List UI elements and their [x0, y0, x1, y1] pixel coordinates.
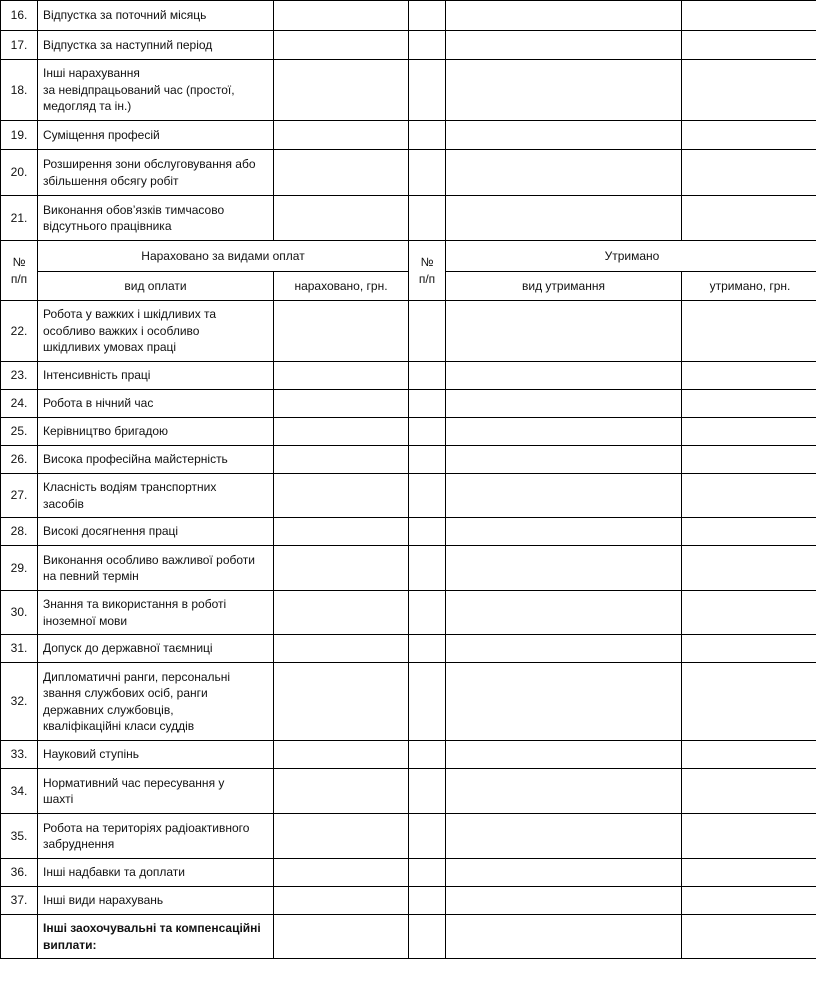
row-withheld-type: [446, 446, 682, 474]
row-withheld-amount: [682, 362, 816, 390]
header-withheld-title: Утримано: [446, 241, 816, 272]
row-payment-type: Висока професійна майстерність: [38, 446, 274, 474]
row-number: 31.: [1, 635, 38, 663]
header-num-2: [409, 241, 446, 301]
table-row: [1, 546, 816, 591]
row-withheld-amount: [682, 546, 816, 591]
header-accrued-amount: нараховано, грн.: [274, 272, 409, 301]
row-withheld-type: [446, 814, 682, 859]
row-withheld-type: [446, 546, 682, 591]
table-row: [1, 474, 816, 518]
row-num-2: [409, 591, 446, 635]
row-number: 36.: [1, 859, 38, 887]
table-row: [1, 362, 816, 390]
row-num-2: [409, 150, 446, 196]
row-num-2: [409, 635, 446, 663]
row-number: [1, 915, 38, 959]
row-payment-type: Виконання особливо важливої роботи на певний термін: [38, 546, 274, 591]
row-accrued-amount: [274, 60, 409, 121]
row-withheld-amount: [682, 769, 816, 814]
row-num-2: [409, 390, 446, 418]
row-number: 32.: [1, 663, 38, 741]
row-number: 22.: [1, 301, 38, 362]
header-num: [1, 241, 38, 301]
table-row: [1, 446, 816, 474]
row-number: 26.: [1, 446, 38, 474]
table-row: [1, 121, 816, 150]
row-withheld-type: [446, 1, 682, 31]
row-withheld-amount: [682, 814, 816, 859]
row-payment-type: Робота в нічний час: [38, 390, 274, 418]
row-withheld-type: [446, 518, 682, 546]
row-payment-type: Інші нарахування за невідпрацьований час (простої, медогляд та ін.): [38, 60, 274, 121]
row-withheld-type: [446, 390, 682, 418]
table-row: [1, 31, 816, 60]
row-accrued-amount: [274, 915, 409, 959]
row-withheld-type: [446, 474, 682, 518]
table-row: [1, 390, 816, 418]
table-row: [1, 196, 816, 241]
row-withheld-type: [446, 60, 682, 121]
row-withheld-amount: [682, 741, 816, 769]
row-number: 20.: [1, 150, 38, 196]
row-payment-type: Керівництво бригадою: [38, 418, 274, 446]
table-row: [1, 859, 816, 887]
row-withheld-amount: [682, 418, 816, 446]
row-num-2: [409, 663, 446, 741]
row-accrued-amount: [274, 1, 409, 31]
header-withheld-type: вид утримання: [446, 272, 682, 301]
row-num-2: [409, 474, 446, 518]
row-payment-type: Відпустка за наступний період: [38, 31, 274, 60]
row-num-2: [409, 446, 446, 474]
row-number: 16.: [1, 1, 38, 31]
row-withheld-type: [446, 663, 682, 741]
table-row: [1, 814, 816, 859]
row-accrued-amount: [274, 31, 409, 60]
header-withheld-amount: утримано, грн.: [682, 272, 816, 301]
row-withheld-amount: [682, 121, 816, 150]
row-withheld-amount: [682, 60, 816, 121]
row-number: 17.: [1, 31, 38, 60]
row-accrued-amount: [274, 546, 409, 591]
row-num-2: [409, 196, 446, 241]
row-accrued-amount: [274, 741, 409, 769]
row-num-2: [409, 31, 446, 60]
row-accrued-amount: [274, 887, 409, 915]
table-row: [1, 915, 816, 959]
row-accrued-amount: [274, 591, 409, 635]
row-num-2: [409, 418, 446, 446]
row-number: 34.: [1, 769, 38, 814]
table-row: [1, 769, 816, 814]
row-accrued-amount: [274, 301, 409, 362]
row-number: 33.: [1, 741, 38, 769]
table-header: [1, 241, 816, 301]
row-payment-type: Високі досягнення праці: [38, 518, 274, 546]
row-withheld-amount: [682, 31, 816, 60]
row-withheld-type: [446, 418, 682, 446]
row-withheld-amount: [682, 518, 816, 546]
row-payment-type: Виконання обов’язків тимчасово відсутнього працівника: [38, 196, 274, 241]
row-payment-type: Розширення зони обслуговування або збільшення обсягу робіт: [38, 150, 274, 196]
row-accrued-amount: [274, 418, 409, 446]
row-withheld-type: [446, 769, 682, 814]
row-withheld-amount: [682, 591, 816, 635]
row-number: 29.: [1, 546, 38, 591]
row-payment-type: Робота на територіях радіоактивного забруднення: [38, 814, 274, 859]
table-body-bottom: [1, 301, 816, 915]
row-accrued-amount: [274, 150, 409, 196]
row-num-2: [409, 915, 446, 959]
row-number: 24.: [1, 390, 38, 418]
table-row: [1, 663, 816, 741]
row-withheld-type: [446, 859, 682, 887]
header-num-label: № п/п: [10, 255, 28, 286]
row-number: 25.: [1, 418, 38, 446]
row-withheld-type: [446, 196, 682, 241]
row-num-2: [409, 741, 446, 769]
table-row: [1, 418, 816, 446]
row-withheld-type: [446, 301, 682, 362]
row-accrued-amount: [274, 663, 409, 741]
table-row: [1, 150, 816, 196]
row-num-2: [409, 518, 446, 546]
row-num-2: [409, 887, 446, 915]
row-number: 19.: [1, 121, 38, 150]
row-withheld-type: [446, 915, 682, 959]
row-payment-type: Інші заохочувальні та компенсаційні виплати:: [38, 915, 274, 959]
row-withheld-type: [446, 121, 682, 150]
table-row: [1, 60, 816, 121]
table-body-final: [1, 915, 816, 959]
row-withheld-amount: [682, 196, 816, 241]
row-accrued-amount: [274, 121, 409, 150]
row-number: 21.: [1, 196, 38, 241]
row-withheld-amount: [682, 635, 816, 663]
table-row: [1, 301, 816, 362]
row-number: 23.: [1, 362, 38, 390]
row-payment-type: Класність водіям транспортних засобів: [38, 474, 274, 518]
row-payment-type: Науковий ступінь: [38, 741, 274, 769]
row-accrued-amount: [274, 635, 409, 663]
row-withheld-type: [446, 741, 682, 769]
row-accrued-amount: [274, 362, 409, 390]
row-withheld-amount: [682, 474, 816, 518]
table-row: [1, 1, 816, 31]
row-accrued-amount: [274, 769, 409, 814]
row-num-2: [409, 362, 446, 390]
row-payment-type: Робота у важких і шкідливих та особливо важких і особливо шкідливих умовах праці: [38, 301, 274, 362]
row-payment-type: Знання та використання в роботі іноземної мови: [38, 591, 274, 635]
row-accrued-amount: [274, 196, 409, 241]
row-payment-type: Нормативний час пересування у шахті: [38, 769, 274, 814]
row-payment-type: Дипломатичні ранги, персональні звання службових осіб, ранги державних службовців, кваліфікаційні класи суддів: [38, 663, 274, 741]
row-num-2: [409, 769, 446, 814]
row-number: 18.: [1, 60, 38, 121]
row-withheld-amount: [682, 446, 816, 474]
row-accrued-amount: [274, 474, 409, 518]
table-row: [1, 518, 816, 546]
row-withheld-type: [446, 591, 682, 635]
row-number: 30.: [1, 591, 38, 635]
row-payment-type: Допуск до державної таємниці: [38, 635, 274, 663]
row-payment-type: Суміщення професій: [38, 121, 274, 150]
row-number: 37.: [1, 887, 38, 915]
row-accrued-amount: [274, 859, 409, 887]
row-number: 27.: [1, 474, 38, 518]
table-row: [1, 591, 816, 635]
row-withheld-amount: [682, 915, 816, 959]
row-num-2: [409, 121, 446, 150]
row-withheld-amount: [682, 301, 816, 362]
row-withheld-type: [446, 31, 682, 60]
row-number: 35.: [1, 814, 38, 859]
row-withheld-type: [446, 150, 682, 196]
table-row: [1, 635, 816, 663]
row-withheld-type: [446, 362, 682, 390]
row-accrued-amount: [274, 390, 409, 418]
row-withheld-type: [446, 635, 682, 663]
row-num-2: [409, 859, 446, 887]
table-body-top: [1, 1, 816, 241]
row-withheld-amount: [682, 150, 816, 196]
row-withheld-type: [446, 887, 682, 915]
row-accrued-amount: [274, 518, 409, 546]
row-payment-type: Відпустка за поточний місяць: [38, 1, 274, 31]
row-accrued-amount: [274, 814, 409, 859]
row-num-2: [409, 1, 446, 31]
row-payment-type: Інтенсивність праці: [38, 362, 274, 390]
row-num-2: [409, 60, 446, 121]
row-num-2: [409, 814, 446, 859]
row-payment-type: Інші види нарахувань: [38, 887, 274, 915]
header-accrued-title: Нараховано за видами оплат: [38, 241, 409, 272]
table-row: [1, 887, 816, 915]
row-withheld-amount: [682, 887, 816, 915]
row-accrued-amount: [274, 446, 409, 474]
header-accrued-type: вид оплати: [38, 272, 274, 301]
row-num-2: [409, 301, 446, 362]
row-number: 28.: [1, 518, 38, 546]
row-withheld-amount: [682, 1, 816, 31]
row-withheld-amount: [682, 390, 816, 418]
table-row: [1, 741, 816, 769]
row-withheld-amount: [682, 859, 816, 887]
row-payment-type: Інші надбавки та доплати: [38, 859, 274, 887]
row-withheld-amount: [682, 663, 816, 741]
header-num-2-label: № п/п: [418, 255, 436, 286]
row-num-2: [409, 546, 446, 591]
